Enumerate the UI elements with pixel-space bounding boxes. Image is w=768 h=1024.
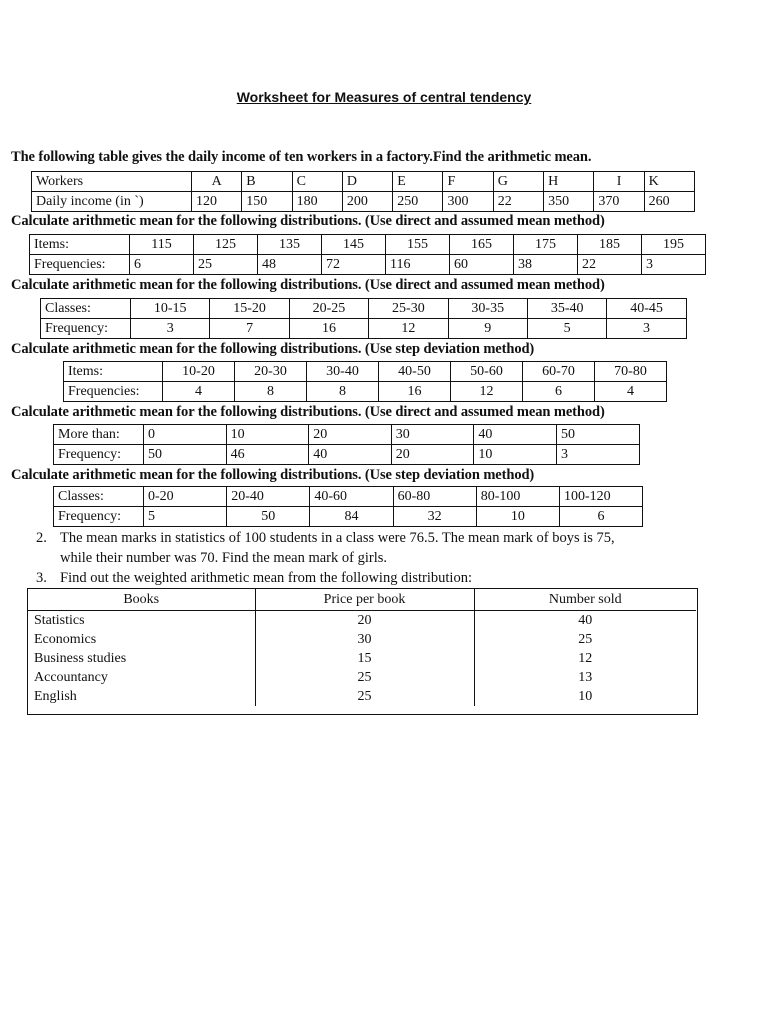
table-cell: 22 [578,255,642,275]
item-text: Find out the weighted arithmetic mean from the following distribution: [60,570,472,586]
table-cell: 35-40 [527,299,606,319]
table-cell: 3 [556,445,639,465]
table-cell: 50 [144,445,227,465]
table-cell: 50 [227,507,310,527]
table-row [54,425,640,445]
table-cell: 175 [514,235,578,255]
table-cell: K [644,172,694,192]
table-cell: 20 [255,611,474,631]
table-cell: F [443,172,493,192]
table-cell: 145 [322,235,386,255]
table-cell: 84 [310,507,393,527]
table-cell: 70-80 [595,362,667,382]
table-cell: 60 [450,255,514,275]
table-cell: 20 [309,425,392,445]
books-table [28,589,696,706]
table-cell: 25-30 [369,299,448,319]
question-4-text: Calculate arithmetic mean for the following distributions. (Use step deviation method) [11,341,535,357]
table-cell: 15-20 [210,299,289,319]
table-cell: 8 [307,382,379,402]
row-label: Workers [32,172,192,192]
table-cell: 3 [607,319,686,339]
table-cell: 165 [450,235,514,255]
table-cell: 38 [514,255,578,275]
table-cell: A [192,172,242,192]
row-label: Frequency: [41,319,131,339]
table-cell: 180 [292,192,342,212]
table-row [28,668,696,687]
table-cell: B [242,172,292,192]
table-row [30,255,706,275]
table-cell: 7 [210,319,289,339]
table-cell: 8 [235,382,307,402]
table-row [64,382,667,402]
table-cell: 6 [559,507,642,527]
column-header: Number sold [474,589,696,611]
table-row [54,487,643,507]
table-cell: 48 [258,255,322,275]
table-cell: 60-80 [393,487,476,507]
table-cell: Economics [34,632,97,647]
table-cell: 3 [642,255,706,275]
table-row [54,445,640,465]
table-row [54,507,643,527]
table-cell: 40 [309,445,392,465]
table-cell: 60-70 [523,362,595,382]
worksheet-title: Worksheet for Measures of central tendency [236,89,532,105]
row-label: More than: [54,425,144,445]
table-cell: 13 [474,668,696,687]
table-cell: 25 [255,668,474,687]
table-row [64,362,667,382]
table-cell: 155 [386,235,450,255]
table-cell: 30 [391,425,474,445]
table-cell: 50-60 [451,362,523,382]
table-cell: 22 [493,192,543,212]
row-label: Items: [64,362,163,382]
workers-income-table [31,171,695,212]
classes-frequency-table [40,298,687,339]
table-cell: 10-20 [163,362,235,382]
table-header-row [28,589,696,611]
table-cell: 100-120 [559,487,642,507]
table-cell: I [594,172,644,192]
table-cell: 370 [594,192,644,212]
table-cell: 16 [289,319,368,339]
question-3-numbered [36,569,472,587]
table-cell: 20-25 [289,299,368,319]
table-cell: 4 [163,382,235,402]
table-row [30,235,706,255]
item-text: The mean marks in statistics of 100 students in a class were 76.5. The mean mark of boys is 75, [60,530,615,546]
table-row [28,630,696,649]
table-cell: 10 [474,687,696,706]
table-row [28,611,696,631]
row-label: Items: [30,235,130,255]
table-cell: 5 [144,507,227,527]
table-cell: 32 [393,507,476,527]
table-cell: 6 [130,255,194,275]
question-2-numbered [36,529,615,547]
table-cell: 40-60 [310,487,393,507]
question-1-text: The following table gives the daily income of ten workers in a factory.Find the arithmetic mean. [11,149,592,165]
table-cell: 12 [474,649,696,668]
table-row [41,299,687,319]
table-cell: 120 [192,192,242,212]
table-cell: 40 [474,611,696,631]
table-cell: 125 [194,235,258,255]
table-cell: 10 [226,425,309,445]
table-cell: 50 [556,425,639,445]
table-cell: 20-40 [227,487,310,507]
column-header: Books [28,589,255,611]
table-cell: 20 [391,445,474,465]
item-number: 2. [36,530,47,546]
table-cell: 185 [578,235,642,255]
row-label: Classes: [54,487,144,507]
table-cell: 135 [258,235,322,255]
question-3-text: Calculate arithmetic mean for the following distributions. (Use direct and assumed mean method) [11,277,605,293]
table-cell: E [393,172,443,192]
step-deviation-items-table [63,361,667,402]
table-cell: 15 [255,649,474,668]
more-than-table [53,424,640,465]
table-cell: 30-40 [307,362,379,382]
table-row [28,687,696,706]
table-cell: 4 [595,382,667,402]
items-frequencies-table [29,234,706,275]
table-row [41,319,687,339]
table-cell: C [292,172,342,192]
table-cell: Statistics [34,613,85,628]
step-deviation-classes-table [53,486,643,527]
table-cell: 30 [255,630,474,649]
table-cell: 5 [527,319,606,339]
table-cell: 40-45 [607,299,686,319]
table-cell: 200 [342,192,392,212]
row-label: Frequency: [54,445,144,465]
table-row [28,649,696,668]
table-row [32,172,695,192]
table-cell: 3 [131,319,210,339]
table-cell: 25 [255,687,474,706]
table-cell: 25 [194,255,258,275]
table-row [32,192,695,212]
row-label: Frequencies: [30,255,130,275]
table-cell: 10-15 [131,299,210,319]
row-label: Frequencies: [64,382,163,402]
column-header: Price per book [255,589,474,611]
table-cell: 250 [393,192,443,212]
table-cell: 40-50 [379,362,451,382]
table-cell: 115 [130,235,194,255]
table-cell: 30-35 [448,299,527,319]
item-number: 3. [36,570,47,586]
question-2-continued: while their number was 70. Find the mean mark of girls. [60,550,387,566]
table-cell: Business studies [34,651,127,666]
table-cell: 150 [242,192,292,212]
table-cell: 46 [226,445,309,465]
table-cell: 10 [476,507,559,527]
table-cell: 195 [642,235,706,255]
table-cell: 12 [369,319,448,339]
question-5-text: Calculate arithmetic mean for the following distributions. (Use direct and assumed mean method) [11,404,605,420]
table-cell: 20-30 [235,362,307,382]
table-cell: English [34,689,77,704]
table-cell: 40 [474,425,557,445]
table-cell: 25 [474,630,696,649]
table-cell: 80-100 [476,487,559,507]
table-cell: 0 [144,425,227,445]
table-cell: 0-20 [144,487,227,507]
row-label: Daily income (in `) [32,192,192,212]
table-cell: 300 [443,192,493,212]
table-cell: 6 [523,382,595,402]
table-cell: D [342,172,392,192]
table-cell: 260 [644,192,694,212]
table-cell: 350 [544,192,594,212]
table-cell: 72 [322,255,386,275]
row-label: Frequency: [54,507,144,527]
question-6-text: Calculate arithmetic mean for the following distributions. (Use step deviation method) [11,467,535,483]
row-label: Classes: [41,299,131,319]
table-cell: Accountancy [34,670,108,685]
table-cell: 12 [451,382,523,402]
table-cell: 9 [448,319,527,339]
table-cell: G [493,172,543,192]
table-cell: 116 [386,255,450,275]
table-cell: H [544,172,594,192]
table-cell: 16 [379,382,451,402]
table-cell: 10 [474,445,557,465]
question-2-text: Calculate arithmetic mean for the following distributions. (Use direct and assumed mean method) [11,213,605,229]
